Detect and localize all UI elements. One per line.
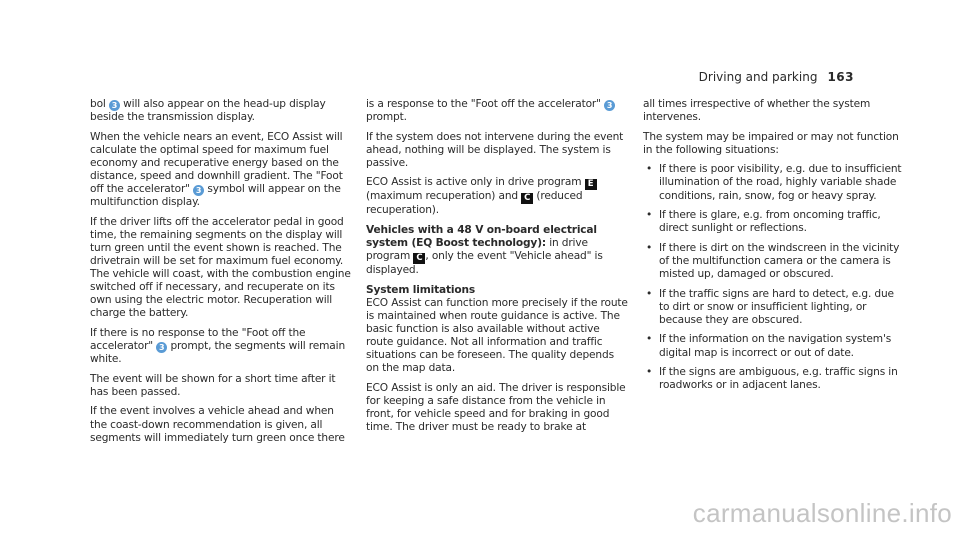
- drive-program-c-icon: C: [521, 193, 533, 204]
- column-3: [643, 98, 907, 399]
- text: in drive program: [366, 237, 588, 263]
- text: prompt, the segments will remain white.: [90, 340, 346, 366]
- bullet-list: [643, 163, 907, 392]
- paragraph: If the driver lifts off the accelerator pedal in good time, the remaining segments on the display will turn green until the event shown is reached. The drivetrain will be set for maximum fuel economy. The vehicle will coast, with the combustion engine switched off if necessary, and recuperate on its own using the electric motor. Recuperation will charge the battery.: [90, 215, 351, 320]
- text: will also appear on the head-up display beside the transmission display.: [90, 98, 326, 124]
- callout-3-icon: 3: [193, 185, 204, 196]
- callout-3-icon: 3: [156, 342, 167, 353]
- paragraph: If the system does not intervene during the event ahead, nothing will be displayed. The system is passive.: [366, 130, 624, 169]
- text: (reduced recuperation).: [366, 190, 583, 217]
- list-item: • If there is glare, e.g. from oncoming traffic, direct sunlight or reflections.: [643, 209, 907, 235]
- list-item: • If there is dirt on the windscreen in the vicinity of the multifunction camera or the camera is misted up, damaged or obscured.: [643, 242, 907, 281]
- paragraph: [366, 176, 628, 217]
- text: (maximum recuperation) and: [366, 190, 522, 203]
- paragraph: [366, 284, 628, 376]
- callout-3-icon: 3: [109, 100, 120, 111]
- text: prompt.: [366, 111, 407, 124]
- page-number: 163: [827, 70, 854, 84]
- subheading: Vehicles with a 48 V on-board electrical system (EQ Boost technology):: [366, 224, 597, 250]
- page-header: [699, 70, 854, 84]
- section-title: Driving and parking: [698, 70, 818, 84]
- list-item: • If there is poor visibility, e.g. due to insufficient illumination of the road, highly variable shade conditions, rain, snow, fog or heavy spray.: [643, 163, 907, 202]
- subheading: System limitations: [366, 283, 476, 296]
- text: , only the event "Vehicle ahead" is displayed.: [366, 250, 603, 277]
- column-1: [90, 98, 352, 451]
- paragraph: [366, 98, 628, 124]
- text: ECO Assist can function more precisely if the route is maintained when route guidance is active. The basic function is also available without active route guidance. Not all information and traffic situations can be foreseen. The quality depends on the map data.: [366, 296, 628, 375]
- paragraph: all times irrespective of whether the system intervenes.: [643, 98, 871, 124]
- drive-program-e-icon: E: [585, 179, 597, 190]
- paragraph: [90, 131, 352, 210]
- callout-3-icon: 3: [604, 100, 615, 111]
- list-item: • If the traffic signs are hard to detect, e.g. due to dirt or snow or insufficient lighting, or because they are obscured.: [643, 288, 907, 327]
- paragraph: If the event involves a vehicle ahead and when the coast-down recommendation is given, all segments will immediately turn green once there: [90, 405, 345, 444]
- list-item: • If the information on the navigation system's digital map is incorrect or out of date.: [643, 333, 907, 359]
- text: symbol will appear on the multifunction display.: [90, 183, 341, 209]
- paragraph: ECO Assist is only an aid. The driver is responsible for keeping a safe distance from the vehicle in front, for vehicle speed and for braking in good time. The driver must be ready to brake at: [366, 382, 626, 434]
- text: bol: [90, 98, 109, 110]
- column-2: [366, 98, 628, 441]
- text: When the vehicle nears an event, ECO Assist will calculate the optimal speed for maximum fuel economy and recuperative energy based on the distance, speed and downhill gradient. The "Foot off the accelerator": [90, 130, 343, 196]
- text: ECO Assist is active only in drive program: [366, 176, 585, 189]
- paragraph: [90, 98, 352, 124]
- watermark: carmanualsonline.info: [692, 498, 952, 528]
- drive-program-c-icon: C: [413, 253, 425, 264]
- paragraph: The event will be shown for a short time after it has been passed.: [90, 372, 336, 398]
- text: If there is no response to the "Foot off the accelerator": [90, 327, 306, 353]
- list-item: • If the signs are ambiguous, e.g. traffic signs in roadworks or in adjacent lanes.: [643, 366, 907, 392]
- paragraph: [366, 224, 628, 277]
- paragraph: The system may be impaired or may not function in the following situations:: [643, 130, 899, 156]
- text: is a response to the "Foot off the accelerator": [366, 98, 605, 110]
- paragraph: [90, 327, 352, 366]
